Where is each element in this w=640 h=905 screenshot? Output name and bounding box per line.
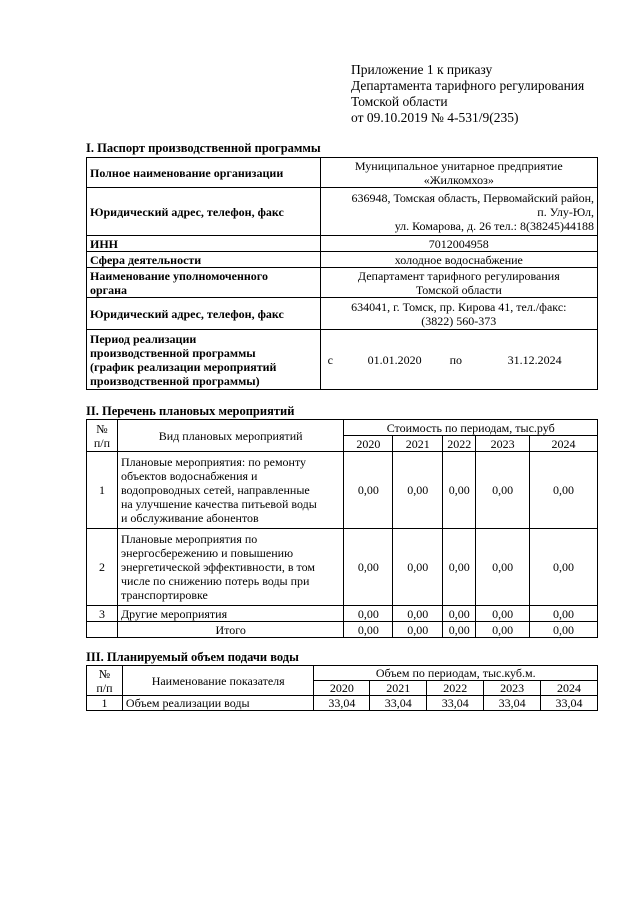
row-num: 1 [87, 452, 118, 529]
cell-value: 0,00 [476, 606, 530, 622]
year-header: 2021 [393, 436, 443, 452]
section1-title: I. Паспорт производственной программы [86, 141, 321, 155]
header-line: от 09.10.2019 № 4-531/9(235) [351, 110, 519, 125]
label-line: Период реализации [90, 331, 197, 346]
value-line: ул. Комарова, д. 26 тел.: 8(38245)44188 [394, 218, 594, 233]
period-value [320, 330, 597, 390]
col-name-header: Вид плановых мероприятий [117, 420, 343, 452]
period-label [87, 330, 321, 390]
row-label: Юридический адрес, телефон, факс [87, 298, 321, 330]
header-line: п/п [96, 680, 113, 695]
cell-value: 0,00 [530, 529, 598, 606]
cell-value: 0,00 [443, 452, 476, 529]
period-from: 01.01.2020 [367, 352, 422, 367]
cell-value: 0,00 [393, 622, 443, 638]
cell-value: 0,00 [443, 606, 476, 622]
value-line: «Жилкомхоз» [423, 172, 494, 187]
row-name [117, 452, 343, 529]
table-header-row [87, 666, 598, 681]
name-line: и обслуживание абонентов [120, 511, 259, 525]
table-header-row [87, 420, 598, 436]
col-cost-header: Стоимость по периодам, тыс.руб [344, 420, 598, 436]
year-header: 2024 [541, 681, 598, 696]
cell-value: 0,00 [476, 452, 530, 529]
row-num: 2 [87, 529, 118, 606]
cell-value: 0,00 [530, 606, 598, 622]
name-line: энергетической эффективности, в том [120, 560, 315, 574]
cell-value: 33,04 [541, 696, 598, 711]
table-row [87, 268, 598, 298]
name-line: энергосбережению и повышению [120, 546, 294, 560]
row-num: 1 [87, 696, 123, 711]
col-volume-header: Объем по периодам, тыс.куб.м. [314, 666, 598, 681]
header-line: Томской области [351, 94, 448, 109]
label-line: производственной программы [90, 345, 256, 360]
cell-value: 0,00 [530, 622, 598, 638]
year-header: 2024 [530, 436, 598, 452]
cell-value: 33,04 [484, 696, 541, 711]
row-num: 3 [87, 606, 118, 622]
label-line: органа [90, 282, 128, 297]
cell-value: 0,00 [344, 529, 393, 606]
row-name [117, 529, 343, 606]
value-line: п. Улу-Юл, [537, 204, 594, 219]
total-empty-cell [87, 622, 118, 638]
period-row [87, 330, 598, 390]
name-line: объектов водоснабжения и [120, 469, 258, 483]
value-line: Департамент тарифного регулирования [357, 268, 560, 283]
row-value [320, 298, 597, 330]
year-header: 2022 [443, 436, 476, 452]
col-num-header [87, 666, 123, 696]
period-to-prefix: по [449, 352, 463, 367]
period-from-prefix: с [327, 352, 333, 367]
cell-value: 0,00 [344, 622, 393, 638]
name-line: транспортировке [120, 588, 208, 602]
row-label: Юридический адрес, телефон, факс [87, 188, 321, 236]
year-header: 2021 [370, 681, 427, 696]
row-label: ИНН [87, 236, 321, 252]
passport-table [86, 157, 598, 390]
row-label: Сфера деятельности [87, 252, 321, 268]
name-line: водопроводных сетей, направленные [120, 483, 310, 497]
cell-value: 0,00 [476, 622, 530, 638]
value-line: Томской области [415, 282, 502, 297]
measures-table [86, 419, 598, 638]
value-line: 636948, Томская область, Первомайский район, [351, 190, 594, 205]
table-row [87, 188, 598, 236]
cell-value: 0,00 [393, 452, 443, 529]
col-num-header [87, 420, 118, 452]
approval-header [351, 62, 584, 126]
table-row [87, 298, 598, 330]
row-label [87, 268, 321, 298]
year-header: 2023 [476, 436, 530, 452]
row-value [320, 158, 597, 188]
value-line: 634041, г. Томск, пр. Кирова 41, тел./факс: [351, 299, 567, 314]
row-name: Объем реализации воды [122, 696, 314, 711]
row-label: Полное наименование организации [87, 158, 321, 188]
name-line: числе по снижению потерь воды при [120, 574, 310, 588]
col-name-header: Наименование показателя [122, 666, 314, 696]
cell-value: 0,00 [344, 606, 393, 622]
label-line: (график реализации мероприятий [90, 359, 277, 374]
name-line: на улучшение качества питьевой воды [120, 497, 317, 511]
year-header: 2022 [427, 681, 484, 696]
name-line: Плановые мероприятия по [120, 532, 258, 546]
header-line: Приложение 1 к приказу [351, 62, 493, 77]
cell-value: 0,00 [393, 529, 443, 606]
cell-value: 0,00 [443, 529, 476, 606]
table-row [87, 606, 598, 622]
value-line: Муниципальное унитарное предприятие [354, 158, 563, 173]
total-row [87, 622, 598, 638]
cell-value: 0,00 [393, 606, 443, 622]
table-row [87, 529, 598, 606]
table-row [87, 236, 598, 252]
year-header: 2020 [344, 436, 393, 452]
header-line: Департамента тарифного регулирования [351, 78, 585, 93]
row-value: холодное водоснабжение [320, 252, 597, 268]
cell-value: 0,00 [530, 452, 598, 529]
row-value: 7012004958 [320, 236, 597, 252]
header-line: № [96, 421, 108, 436]
label-line: Наименование уполномоченного [90, 268, 268, 283]
cell-value: 0,00 [443, 622, 476, 638]
section2-title: II. Перечень плановых мероприятий [86, 404, 295, 418]
table-row [87, 252, 598, 268]
volume-table [86, 665, 598, 711]
total-label: Итого [117, 622, 343, 638]
cell-value: 33,04 [370, 696, 427, 711]
cell-value: 33,04 [427, 696, 484, 711]
header-line: № [98, 666, 111, 681]
row-value [320, 268, 597, 298]
row-value [320, 188, 597, 236]
header-line: п/п [93, 435, 111, 450]
row-name: Другие мероприятия [117, 606, 343, 622]
table-row [87, 158, 598, 188]
table-row [87, 452, 598, 529]
year-header: 2020 [314, 681, 370, 696]
cell-value: 0,00 [344, 452, 393, 529]
period-to: 31.12.2024 [507, 352, 562, 367]
cell-value: 0,00 [476, 529, 530, 606]
name-line: Плановые мероприятия: по ремонту [120, 455, 307, 469]
table-row [87, 696, 598, 711]
label-line: производственной программы) [90, 373, 260, 388]
section3-title: III. Планируемый объем подачи воды [86, 650, 299, 664]
year-header: 2023 [484, 681, 541, 696]
cell-value: 33,04 [314, 696, 370, 711]
value-line: (3822) 560-373 [421, 313, 497, 328]
